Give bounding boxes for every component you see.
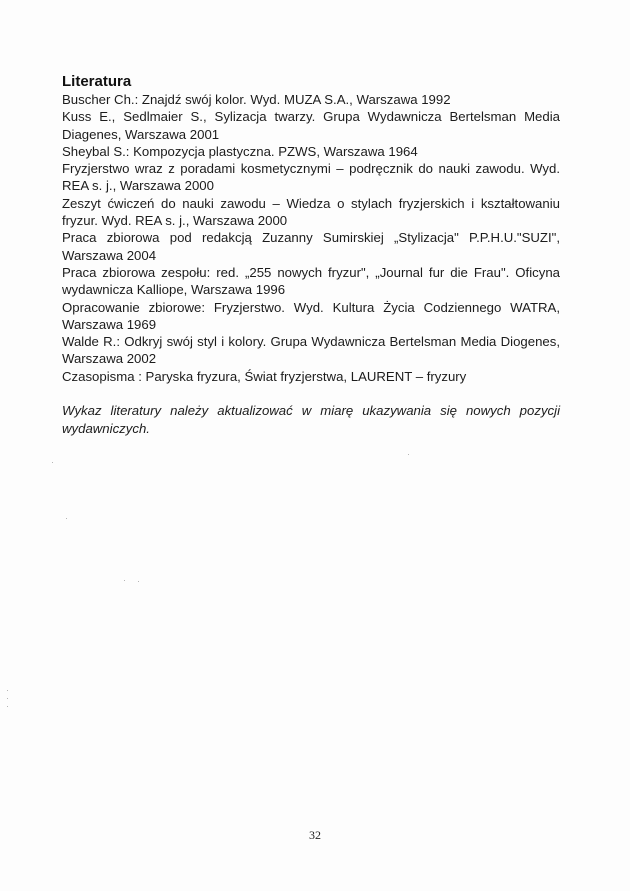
reference-item: Praca zbiorowa zespołu: red. „255 nowych fryzur", „Journal fur die Frau". Oficyna wydawnicza Kalliope, Warszawa 1996 xyxy=(62,264,560,298)
update-note: Wykaz literatury należy aktualizować w miarę ukazywania się nowych pozycji wydawniczych. xyxy=(62,403,560,436)
scan-speck xyxy=(66,518,67,519)
reference-item: Walde R.: Odkryj swój styl i kolory. Grupa Wydawnicza Bertelsman Media Diogenes, Warszawa 2002 xyxy=(62,334,560,367)
reference-item: Sheybal S.: Kompozycja plastyczna. PZWS, Warszawa 1964 xyxy=(62,143,418,159)
scan-speck xyxy=(7,698,8,699)
scan-speck xyxy=(7,690,8,691)
scan-speck xyxy=(52,462,53,463)
reference-list xyxy=(62,91,560,385)
reference-item: Fryzjerstwo wraz z poradami kosmetycznymi – podręcznik do nauki zawodu. Wyd. REA s. j., Warszawa 2000 xyxy=(62,161,560,194)
page-number: 32 xyxy=(309,828,321,842)
scan-speck xyxy=(7,706,8,707)
reference-item: Kuss E., Sedlmaier S., Sylizacja twarzy. Grupa Wydawnicza Bertelsman Media Diagenes, Warszawa 2001 xyxy=(62,109,560,142)
reference-item: Buscher Ch.: Znajdź swój kolor. Wyd. MUZA S.A., Warszawa 1992 xyxy=(62,92,451,107)
scan-speck xyxy=(138,581,139,582)
bibliography-section xyxy=(62,73,560,451)
bibliography-heading: Literatura xyxy=(62,73,132,90)
scan-speck xyxy=(408,454,409,455)
reference-item: Zeszyt ćwiczeń do nauki zawodu – Wiedza o stylach fryzjerskich i kształtowaniu fryzur. Wyd. REA s. j., Warszawa 2000 xyxy=(62,195,560,229)
reference-item: Praca zbiorowa pod redakcją Zuzanny Sumirskiej „Stylizacja" P.P.H.U."SUZI", Warszawa 2004 xyxy=(62,230,560,263)
scan-speck xyxy=(124,580,125,581)
reference-item: Opracowanie zbiorowe: Fryzjerstwo. Wyd. Kultura Życia Codziennego WATRA, Warszawa 1969 xyxy=(62,299,560,332)
reference-item: Czasopisma : Paryska fryzura, Świat fryzjerstwa, LAURENT – fryzury xyxy=(62,368,467,384)
